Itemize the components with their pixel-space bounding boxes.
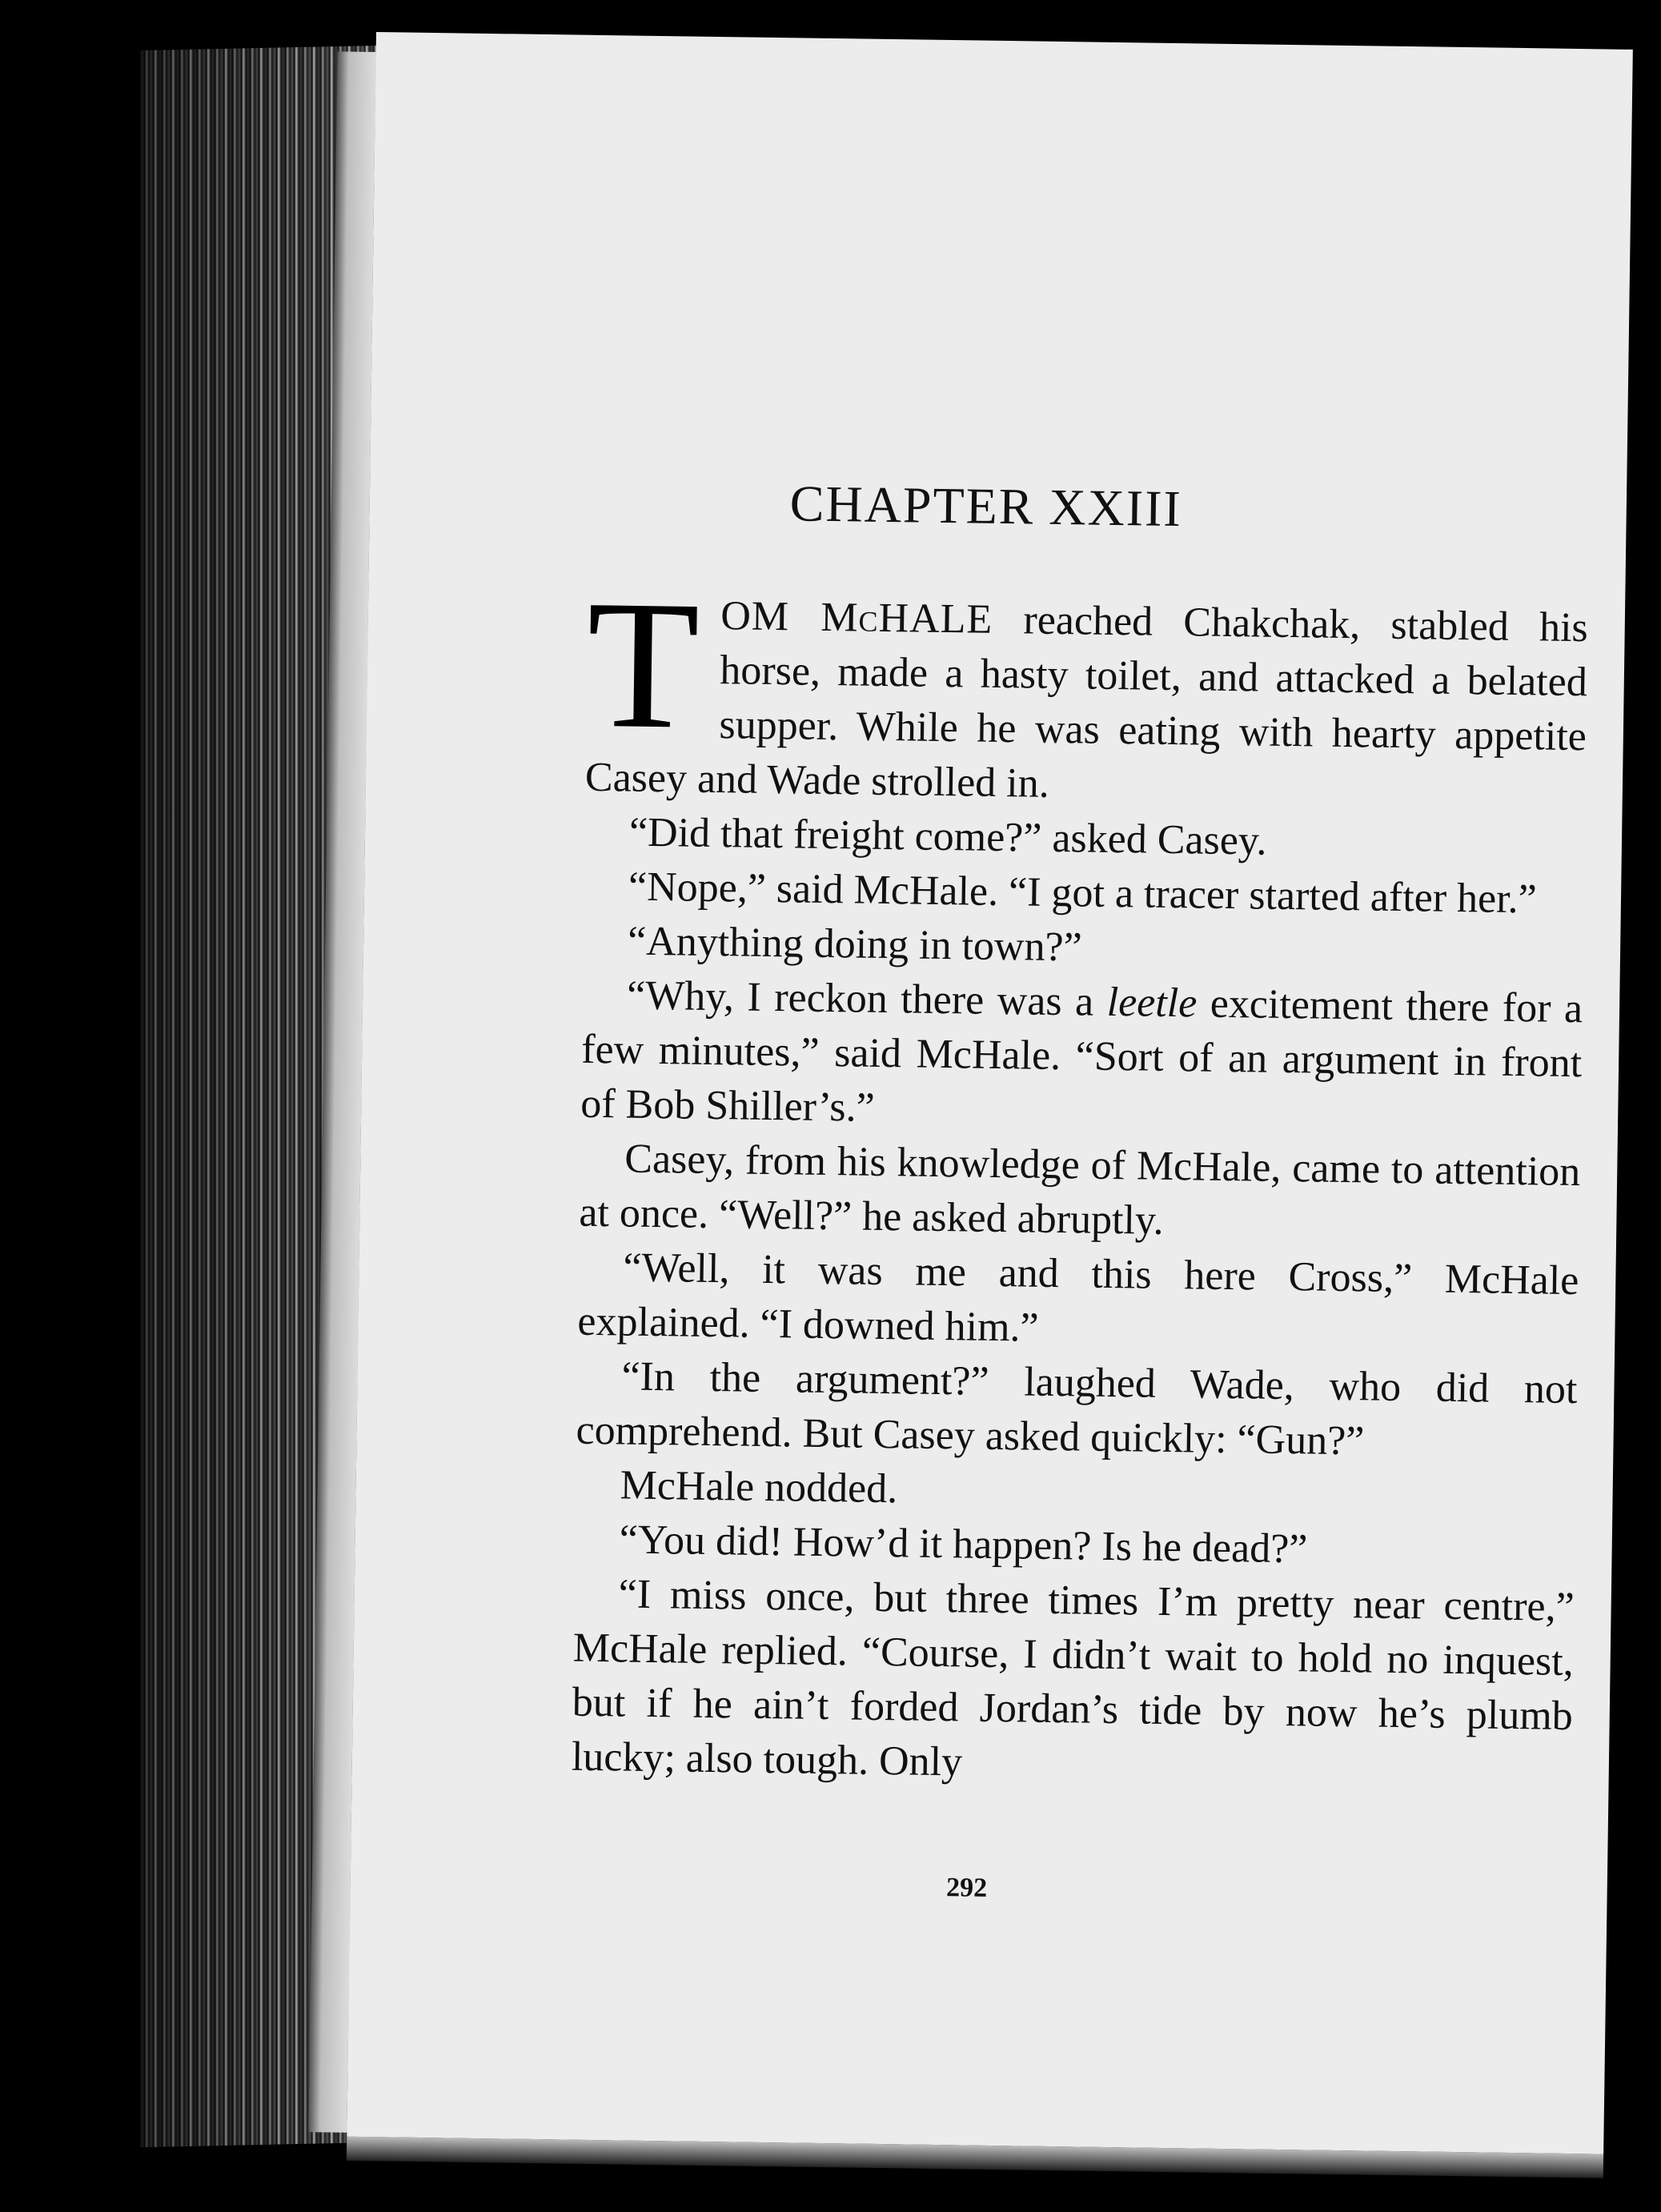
paragraph-text: excitement there for a few minutes,” said McHale. “Sort of an argument in front of Bob Shiller’s.” xyxy=(580,980,1583,1131)
paragraph-6: Casey, from his knowledge of McHale, came to attention at once. “Well?” he asked abruptly. xyxy=(579,1136,1581,1244)
paragraph-7: “Well, it was me and this here Cross,” McHale explained. “I downed him.” xyxy=(577,1244,1579,1351)
paragraph-2: “Did that freight come?” asked Casey. xyxy=(628,809,1267,864)
drop-cap-letter: T xyxy=(585,561,701,767)
page-bottom-edge xyxy=(347,2137,1603,2178)
paragraph-text: reached Chakchak, stabled his horse, made a hasty toilet, and attacked a belated supper. While he was eating with hearty appetite Casey and Wade strolled in. xyxy=(584,596,1589,807)
italic-word: leetle xyxy=(1106,979,1198,1027)
paragraph-10: “You did! How’d it happen? Is he dead?” xyxy=(619,1517,1308,1573)
opening-words: OM McHALE xyxy=(720,593,993,643)
chapter-heading: CHAPTER XXIII xyxy=(789,475,1183,538)
paragraph-3: “Nope,” said McHale. “I got a tracer started after her.” xyxy=(628,864,1538,923)
book-page xyxy=(347,32,1633,2154)
page-number: 292 xyxy=(945,1873,988,1903)
paragraph-8: “In the argument?” laughed Wade, who did not comprehend. But Casey asked quickly: “Gun?” xyxy=(576,1353,1578,1465)
chapter-text xyxy=(571,561,1589,1798)
paragraph-1 xyxy=(584,561,1589,819)
paragraph-9: McHale nodded. xyxy=(620,1462,898,1513)
paragraph-11: “I miss once, but three times I’m pretty near centre,” McHale replied. “Course, I didn’t wait to hold no inquest, but if he ain’t forded Jordan’s tide by now he’s plumb lucky; also tough. Only xyxy=(571,1571,1575,1785)
paragraph-5 xyxy=(580,968,1583,1145)
paragraph-4: “Anything doing in town?” xyxy=(627,918,1083,971)
paragraph-text: “Why, I reckon there was a xyxy=(626,972,1108,1025)
